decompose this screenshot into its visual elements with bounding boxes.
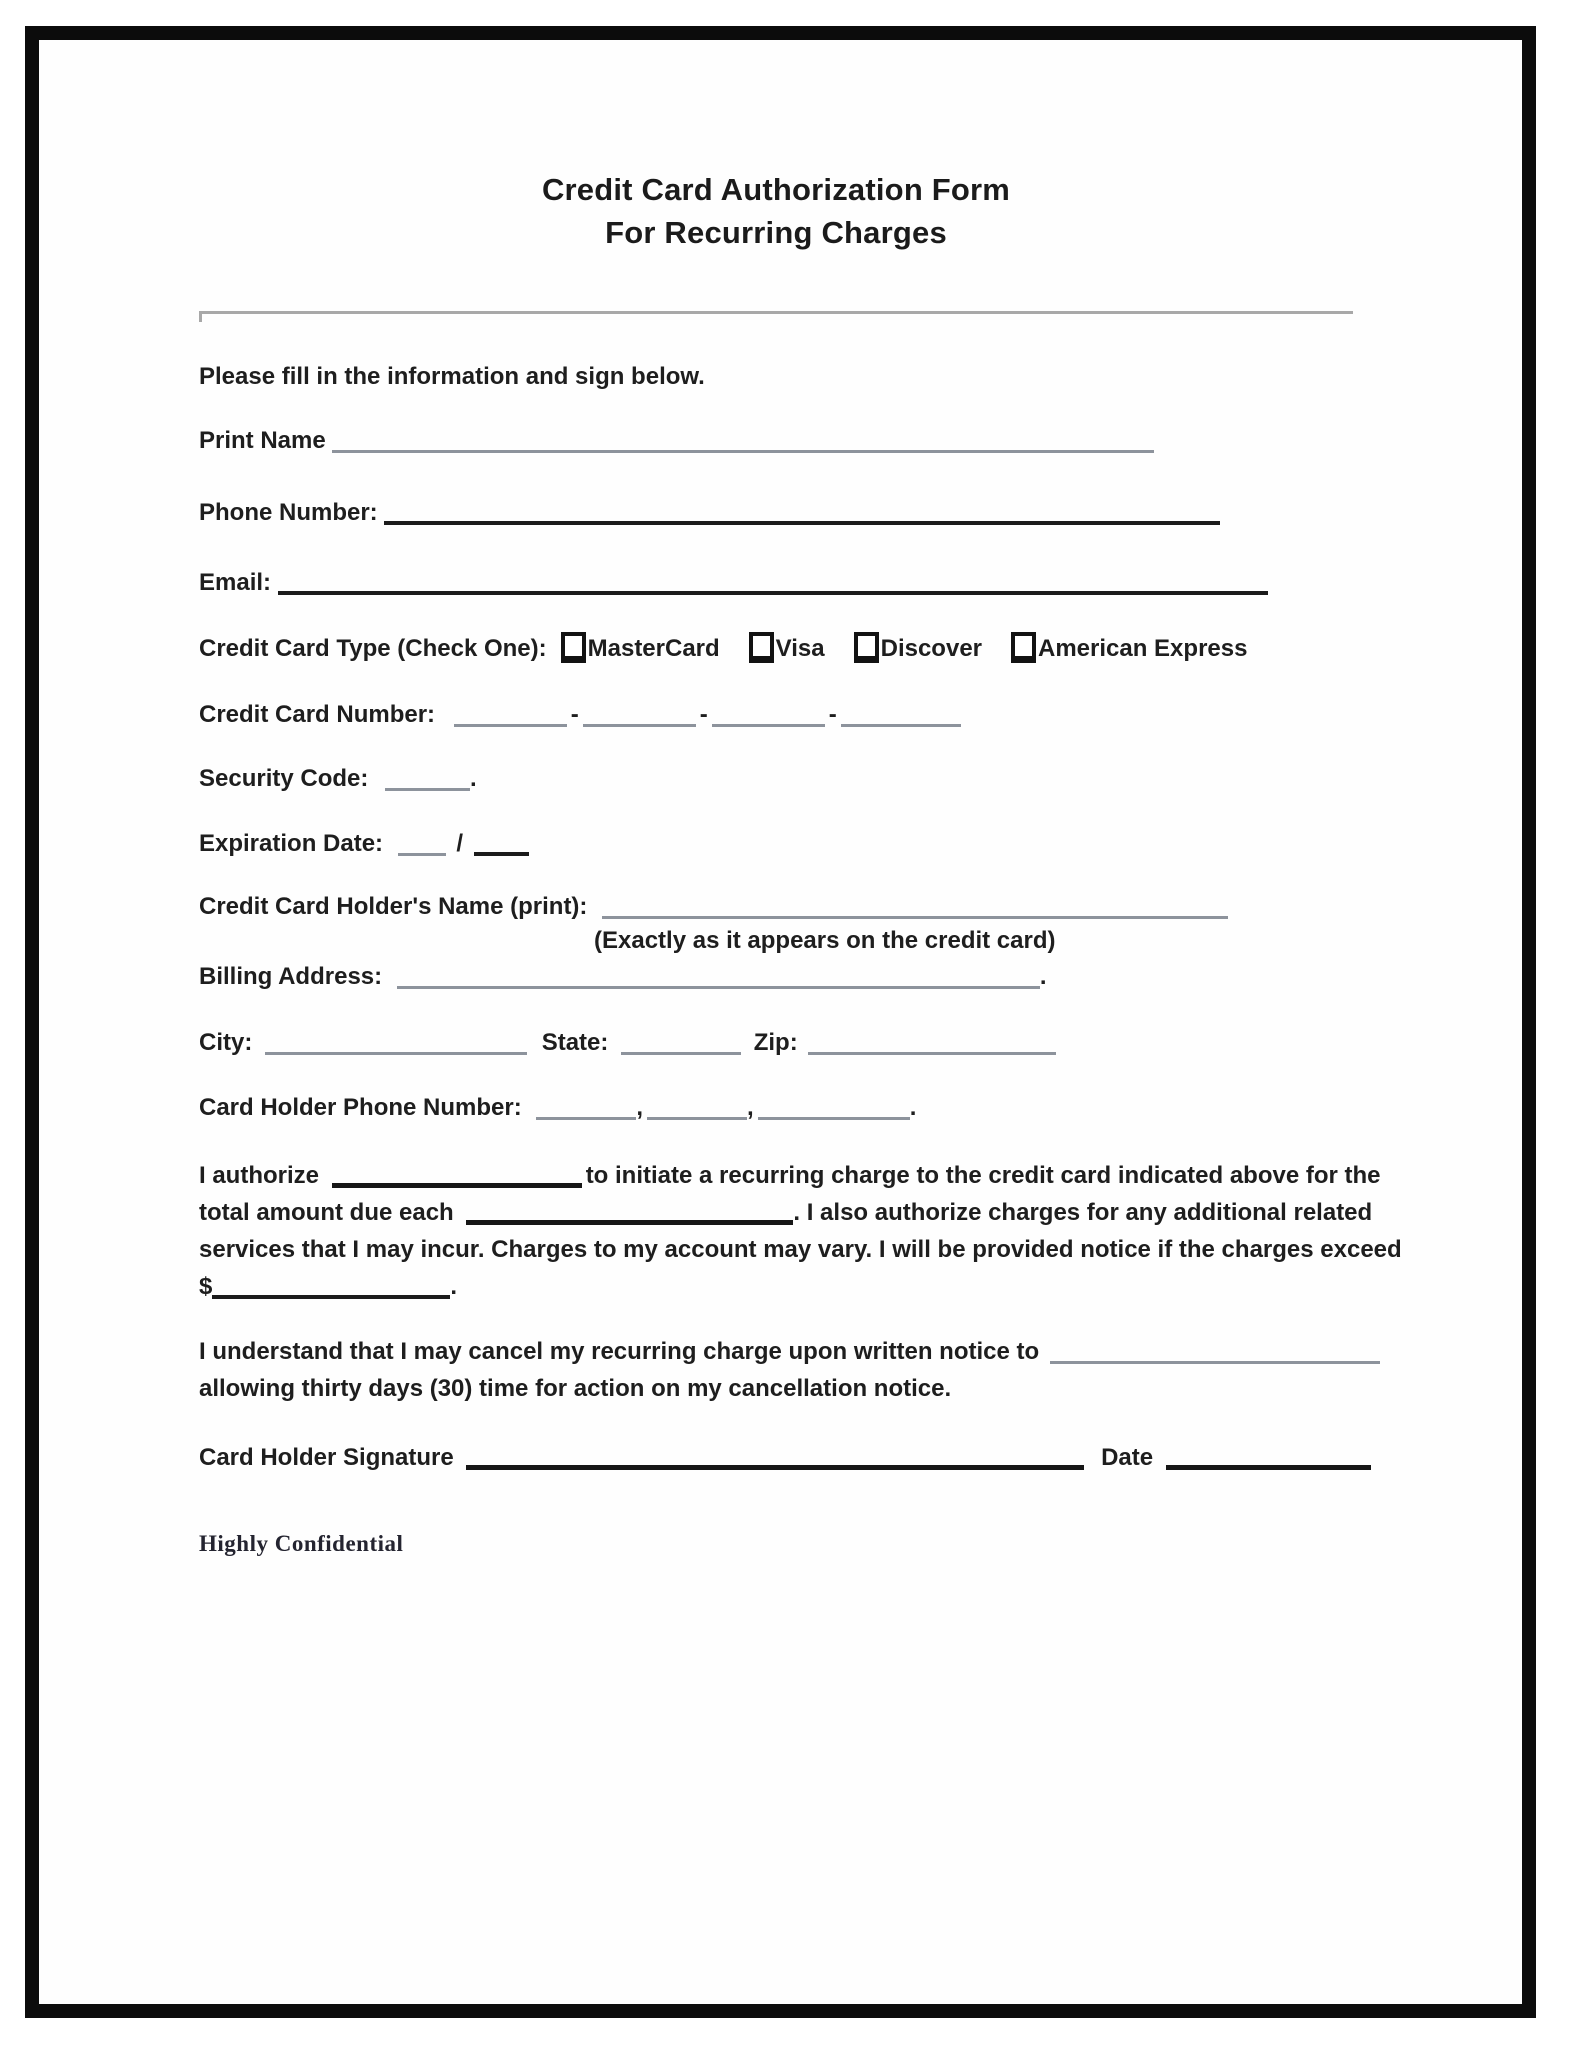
title-line-1: Credit Card Authorization Form <box>541 172 1011 207</box>
card-number-separator-3: - <box>828 701 837 728</box>
amex-checkbox[interactable] <box>1011 632 1036 663</box>
holder-name-row <box>199 892 1353 922</box>
card-type-option-amex <box>1011 635 1247 662</box>
expiration-separator: / <box>456 830 464 857</box>
holder-name-label: Credit Card Holder's Name (print): <box>199 893 588 920</box>
card-type-row <box>199 625 1353 664</box>
holder-phone-period: . <box>909 1094 917 1121</box>
holder-phone-row <box>199 1093 1353 1123</box>
mastercard-checkbox[interactable] <box>561 632 586 663</box>
discover-checkbox[interactable] <box>854 632 879 663</box>
authorization-line-1 <box>199 1157 1381 1194</box>
amount-limit-input-line[interactable] <box>212 1295 450 1299</box>
date-input-line[interactable] <box>1166 1465 1371 1470</box>
card-number-separator-2: - <box>699 701 708 728</box>
city-label: City: <box>199 1029 253 1056</box>
zip-label: Zip: <box>753 1029 798 1056</box>
state-label: State: <box>541 1029 609 1056</box>
expiration-year-line[interactable] <box>474 852 529 856</box>
authorization-line-4 <box>199 1268 1353 1305</box>
discover-label: Discover <box>880 635 982 662</box>
security-code-label: Security Code: <box>199 765 369 792</box>
intro-text: Please fill in the information and sign below. <box>199 363 705 390</box>
phone-number-input-line[interactable] <box>384 521 1220 525</box>
state-input-line[interactable] <box>621 1052 741 1055</box>
amex-label: American Express <box>1038 635 1248 662</box>
signature-row <box>199 1443 1353 1473</box>
city-state-zip-row <box>199 1028 1353 1058</box>
card-number-segment-1[interactable] <box>454 724 567 727</box>
authorization-line-2 <box>199 1194 1373 1231</box>
security-code-row <box>199 764 1353 794</box>
card-number-row <box>199 700 1353 730</box>
phone-number-row <box>199 498 1353 528</box>
authorization-paragraph <box>199 1157 1402 1305</box>
form-page <box>39 40 1522 2004</box>
page-border <box>25 26 1536 2018</box>
expiration-month-line[interactable] <box>398 853 446 856</box>
confidential-footer: Highly Confidential <box>199 1531 404 1556</box>
authorization-text-2: to initiate a recurring charge to the credit card indicated above for the <box>585 1162 1381 1189</box>
billing-address-label: Billing Address: <box>199 963 383 990</box>
card-type-option-visa <box>749 635 825 662</box>
authorization-text-1: I authorize <box>199 1162 320 1189</box>
visa-label: Visa <box>775 635 825 662</box>
card-number-label: Credit Card Number: <box>199 701 436 728</box>
holder-phone-label: Card Holder Phone Number: <box>199 1094 522 1121</box>
currency-symbol: $ <box>199 1273 213 1300</box>
holder-name-input-line[interactable] <box>602 916 1228 919</box>
payee-input-line[interactable] <box>332 1183 582 1188</box>
cancellation-paragraph <box>199 1333 1353 1407</box>
holder-phone-separator-2: , <box>747 1094 754 1121</box>
authorization-text-6: . <box>450 1273 458 1300</box>
holder-phone-separator-1: , <box>636 1094 644 1121</box>
card-number-separator-1: - <box>570 701 579 728</box>
visa-checkbox[interactable] <box>749 632 774 663</box>
authorization-text-4: . I also authorize charges for any additional related <box>793 1199 1373 1226</box>
phone-number-label: Phone Number: <box>199 499 378 526</box>
divider-left-hook <box>199 311 202 322</box>
signature-label: Card Holder Signature <box>199 1444 454 1471</box>
holder-phone-segment-1[interactable] <box>536 1117 636 1120</box>
billing-address-period: . <box>1039 963 1047 990</box>
expiration-label: Expiration Date: <box>199 830 384 857</box>
print-name-row <box>199 426 1353 456</box>
page-title <box>199 168 1353 254</box>
frequency-input-line[interactable] <box>466 1220 793 1225</box>
card-number-segment-3[interactable] <box>712 724 825 727</box>
holder-phone-segment-3[interactable] <box>758 1117 910 1120</box>
email-input-line[interactable] <box>278 591 1268 595</box>
cancellation-text-2: allowing thirty days (30) time for action on my cancellation notice. <box>199 1375 952 1402</box>
card-type-label: Credit Card Type (Check One): <box>199 635 547 662</box>
card-type-option-discover <box>854 635 982 662</box>
mastercard-label: MasterCard <box>587 635 720 662</box>
card-number-segment-4[interactable] <box>841 724 961 727</box>
billing-address-row <box>199 962 1353 992</box>
cancellation-line-1 <box>199 1333 1353 1370</box>
card-type-option-mastercard <box>561 635 720 662</box>
holder-phone-segment-2[interactable] <box>647 1117 747 1120</box>
card-type-options <box>547 635 1248 662</box>
security-code-period: . <box>470 765 477 792</box>
authorization-line-3 <box>199 1231 1402 1268</box>
zip-input-line[interactable] <box>808 1052 1056 1055</box>
cancellation-text-1: I understand that I may cancel my recurring charge upon written notice to <box>199 1338 1040 1365</box>
expiration-row <box>199 829 1353 859</box>
title-line-2: For Recurring Charges <box>605 215 947 250</box>
date-label: Date <box>1101 1444 1154 1471</box>
card-number-segment-2[interactable] <box>583 724 696 727</box>
email-label: Email: <box>199 569 272 596</box>
authorization-text-3: total amount due each <box>199 1199 454 1226</box>
email-row <box>199 568 1353 598</box>
cancellation-line-2 <box>199 1370 1353 1407</box>
signature-input-line[interactable] <box>466 1465 1084 1470</box>
holder-name-hint: (Exactly as it appears on the credit card) <box>594 927 1056 954</box>
billing-address-input-line[interactable] <box>397 986 1040 989</box>
notice-recipient-input-line[interactable] <box>1050 1361 1380 1364</box>
horizontal-divider <box>199 311 1353 314</box>
print-name-label: Print Name <box>199 427 326 454</box>
security-code-input-line[interactable] <box>385 788 470 791</box>
authorization-text-5: services that I may incur. Charges to my account may vary. I will be provided notice if the charges exceed <box>199 1236 1402 1263</box>
print-name-input-line[interactable] <box>332 450 1154 453</box>
city-input-line[interactable] <box>265 1052 527 1055</box>
